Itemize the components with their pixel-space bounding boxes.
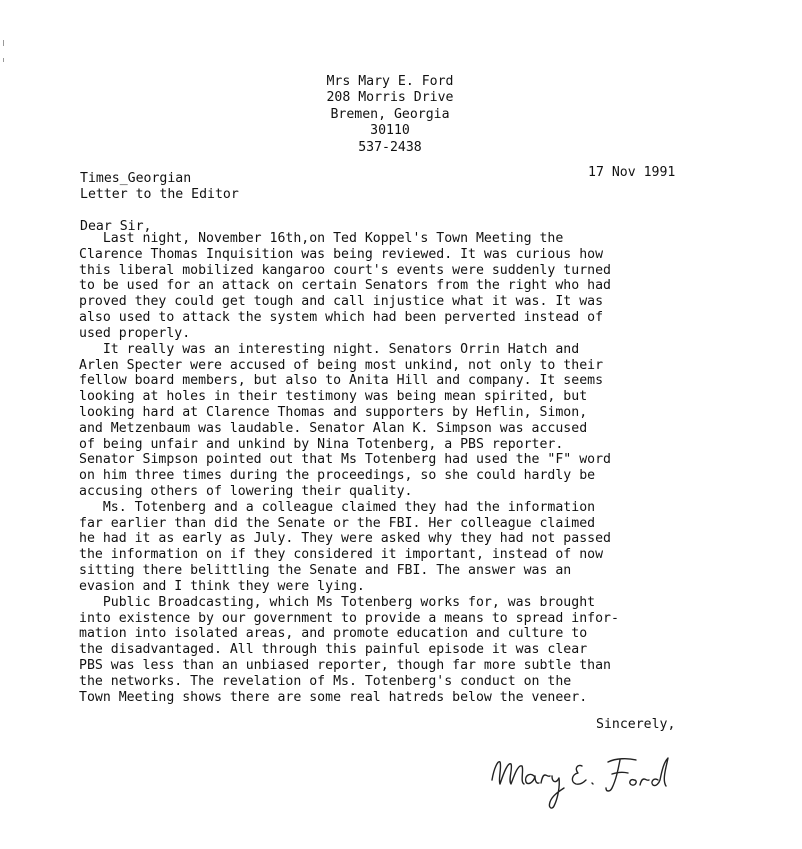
recipient-line-1: Times_Georgian [80, 171, 192, 186]
body-line: looking hard at Clarence Thomas and supporters by Heflin, Simon, [79, 404, 588, 420]
sender-name: Mrs Mary E. Ford [326, 74, 454, 89]
body-line: proved they could get tough and call injustice what it was. It was [79, 294, 604, 310]
body-line: and Metzenbaum was laudable. Senator Alan K. Simpson was accused [79, 420, 588, 436]
body-line: Ms. Totenberg and a colleague claimed they had the information [79, 499, 596, 515]
body-line: he had it as early as July. They were asked why they had not passed [79, 531, 611, 547]
body-line: Clarence Thomas Inquisition was being reviewed. It was curious how [79, 246, 604, 262]
body-line: the disadvantaged. All through this painful episode it was clear [79, 642, 588, 658]
scan-mark [3, 58, 4, 62]
body-line: evasion and I think they were lying. [79, 578, 365, 594]
body-line: Last night, November 16th,on Ted Koppel's Town Meeting the [79, 231, 564, 246]
handwritten-signature [486, 740, 686, 818]
body-line: on him three times during the proceedings, so she could hardly be [79, 468, 596, 484]
body-line: accusing others of lowering their quality. [79, 484, 413, 499]
sender-city-state: Bremen, Georgia [330, 106, 450, 122]
letter-body [79, 231, 799, 705]
sender-phone: 537-2438 [358, 139, 422, 155]
scan-mark [3, 40, 4, 46]
body-line: to be used for an attack on certain Senators from the right who had [79, 278, 611, 294]
body-line: Town Meeting shows there are some real hatreds below the veneer. [79, 689, 588, 705]
body-line: Public Broadcasting, which Ms Totenberg works for, was brought [79, 594, 596, 610]
body-line: into existence by our government to provide a means to spread infor- [79, 610, 619, 626]
body-line: this liberal mobilized kangaroo court's events were suddenly turned [79, 262, 611, 278]
body-line: It really was an interesting night. Senators Orrin Hatch and [79, 341, 580, 357]
sender-address-block [280, 74, 500, 156]
body-line: the information on if they considered it important, instead of now [79, 547, 604, 563]
sender-zip: 30110 [370, 123, 410, 139]
body-line: fellow board members, but also to Anita Hill and company. It seems [79, 373, 604, 389]
body-line: also used to attack the system which had been perverted instead of [79, 310, 604, 326]
letter-date: 17 Nov 1991 [588, 165, 676, 180]
body-line: used properly. [79, 325, 191, 341]
body-line: far earlier than did the Senate or the FBI. Her colleague claimed [79, 515, 596, 531]
closing: Sincerely, [596, 717, 676, 732]
body-line: the networks. The revelation of Ms. Totenberg's conduct on the [79, 673, 572, 689]
salutation: Dear Sir, [80, 219, 152, 234]
body-line: Senator Simpson pointed out that Ms Totenberg had used the "F" word [79, 452, 611, 468]
recipient-line-2: Letter to the Editor [80, 187, 239, 202]
body-line: sitting there belittling the Senate and FBI. The answer was an [79, 563, 572, 579]
body-line: PBS was less than an unbiased reporter, though far more subtle than [79, 657, 611, 673]
body-line: mation into isolated areas, and promote education and culture to [79, 626, 588, 642]
sender-street: 208 Morris Drive [326, 90, 454, 106]
body-line: of being unfair and unkind by Nina Totenberg, a PBS reporter. [79, 436, 564, 452]
body-line: Arlen Specter were accused of being most unkind, not only to their [79, 357, 604, 373]
body-line: looking at holes in their testimony was being mean spirited, but [79, 389, 588, 405]
recipient-block [80, 171, 239, 203]
